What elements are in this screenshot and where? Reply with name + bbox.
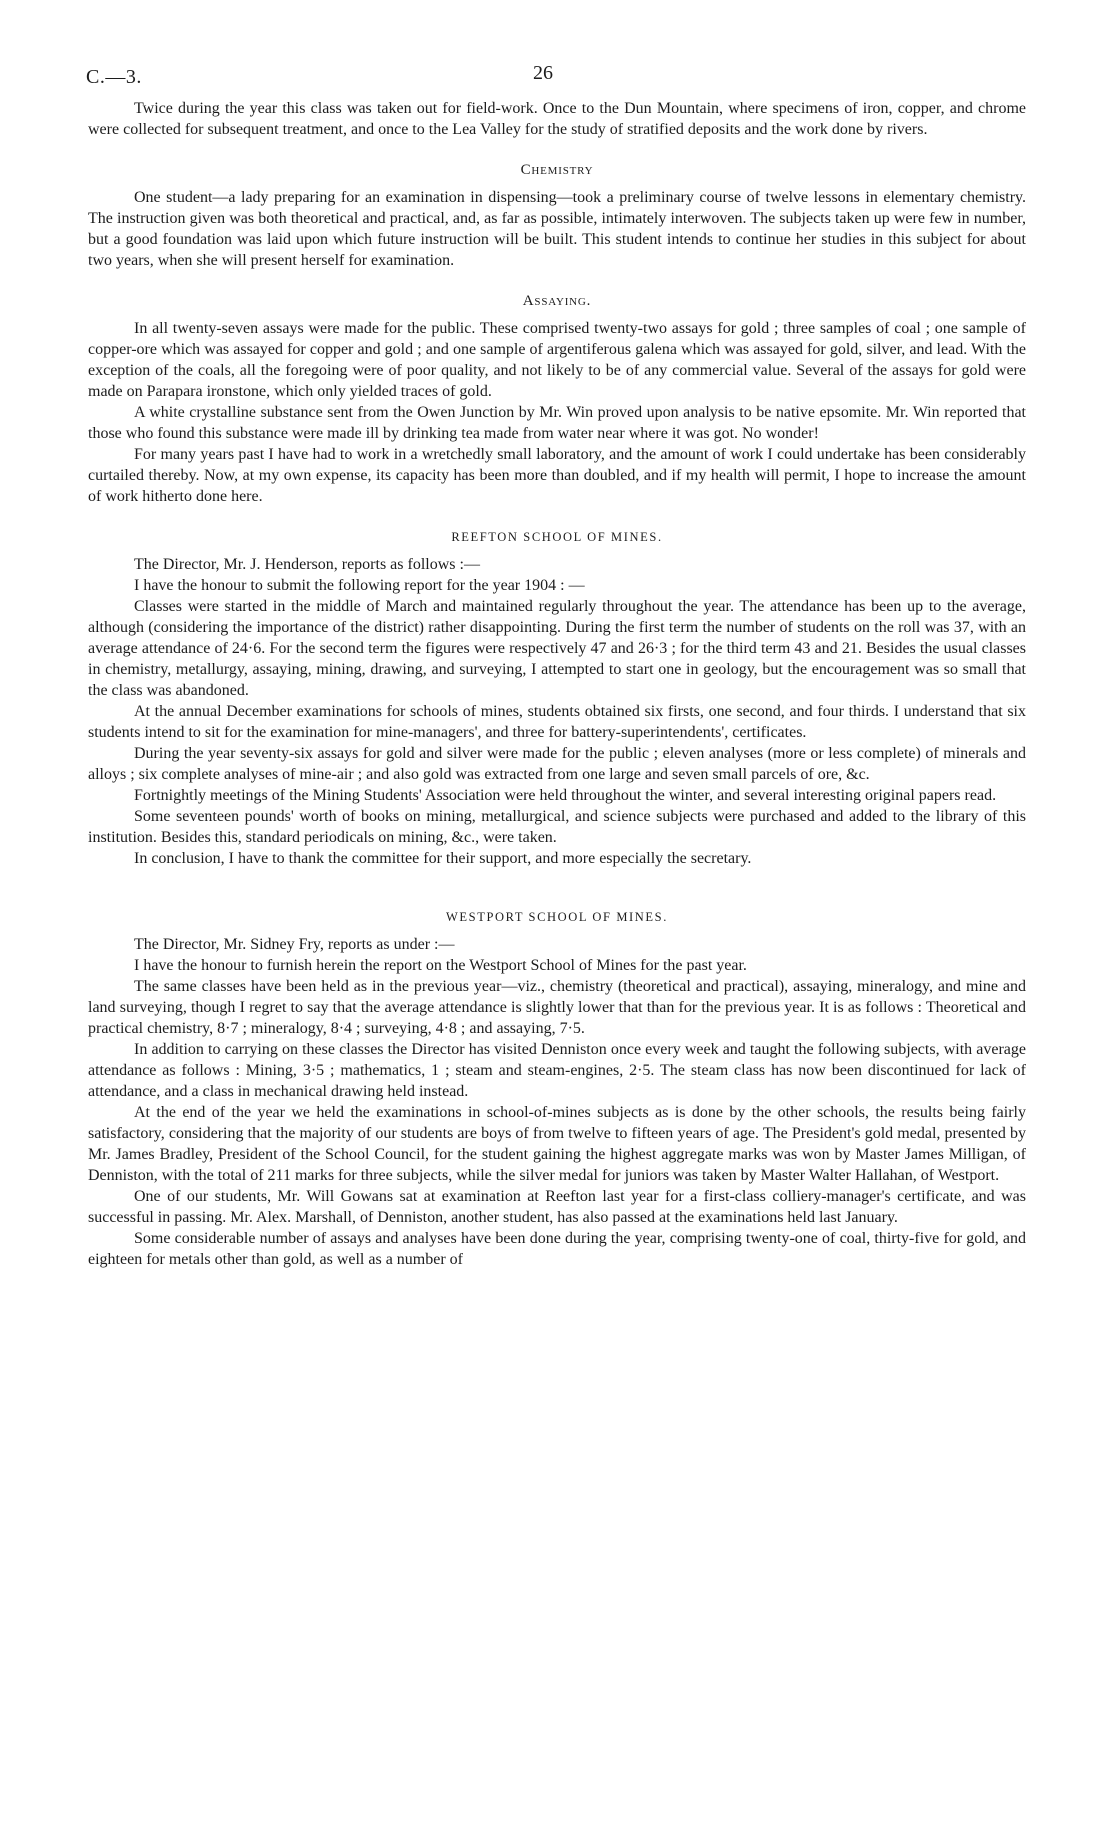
- page-number: 26: [533, 62, 553, 84]
- paragraph: The Director, Mr. J. Henderson, reports as follows :—: [134, 556, 480, 573]
- paragraph: The Director, Mr. Sidney Fry, reports as under :—: [134, 936, 455, 953]
- paragraph: During the year seventy-six assays for gold and silver were made for the public ; eleven analyses (more or less complete) of minerals and alloys ; six complete analyses of mine-air ; and also gold was extracted from one large and seven small parcels of ore, &c.: [88, 745, 1026, 783]
- paragraph: I have the honour to submit the following report for the year 1904 : —: [134, 577, 585, 594]
- paragraph: I have the honour to furnish herein the report on the Westport School of Mines for the past year.: [134, 957, 747, 974]
- paragraph: Some considerable number of assays and analyses have been done during the year, comprising twenty-one of coal, thirty-five for gold, and eighteen for metals other than gold, as well as a number of: [88, 1230, 1026, 1268]
- paragraph: Fortnightly meetings of the Mining Students' Association were held throughout the winter, and several interesting original papers read.: [134, 787, 997, 804]
- paragraph: A white crystalline substance sent from the Owen Junction by Mr. Win proved upon analysis to be native epsomite. Mr. Win reported that those who found this substance were made ill by drinking tea made from water near where it was got. No wonder!: [88, 404, 1026, 442]
- paragraph: Classes were started in the middle of March and maintained regularly throughout the year. The attendance has been up to the average, although (considering the importance of the district) rather disappointing. During the first term the number of students on the roll was 37, with an average attendance of 24·6. For the second term the figures were respectively 47 and 26·3 ; for the third term 43 and 21. Besides the usual classes in chemistry, metallurgy, assaying, mining, drawing, and surveying, I attempted to start one in geology, but the encouragement was so small that the class was abandoned.: [88, 598, 1026, 699]
- section-heading-westport: WESTPORT SCHOOL OF MINES.: [446, 910, 668, 924]
- paragraph: In conclusion, I have to thank the committee for their support, and more especially the secretary.: [134, 850, 752, 867]
- paragraph: Twice during the year this class was taken out for field-work. Once to the Dun Mountain, where specimens of iron, copper, and chrome were collected for subsequent treatment, and once to the Lea Valley for the study of stratified deposits and the work done by rivers.: [88, 100, 1026, 138]
- paragraph: For many years past I have had to work in a wretchedly small laboratory, and the amount of work I could undertake has been considerably curtailed thereby. Now, at my own expense, its capacity has been more than doubled, and if my health will permit, I hope to increase the amount of work hitherto done here.: [88, 446, 1026, 505]
- document-page: [88, 52, 1026, 1270]
- paragraph: The same classes have been held as in the previous year—viz., chemistry (theoretical and practical), assaying, mineralogy, and mine and land surveying, though I regret to say that the average attendance is slightly lower that than for the previous year. It is as follows : Theoretical and practical chemistry, 8·7 ; mineralogy, 8·4 ; surveying, 4·8 ; and assaying, 7·5.: [88, 978, 1026, 1037]
- paragraph: One of our students, Mr. Will Gowans sat at examination at Reefton last year for a first-class colliery-manager's certificate, and was successful in passing. Mr. Alex. Marshall, of Denniston, another student, has also passed at the examinations held last January.: [88, 1188, 1026, 1226]
- paragraph: In all twenty-seven assays were made for the public. These comprised twenty-two assays for gold ; three samples of coal ; one sample of copper-ore which was assayed for copper and gold ; and one sample of argentiferous galena which was assayed for gold, silver, and lead. With the exception of the coals, all the foregoing were of poor quality, and not likely to be of any commercial value. Several of the assays for gold were made on Parapara ironstone, which only yielded traces of gold.: [88, 320, 1026, 400]
- section-heading-chemistry: Chemistry: [520, 162, 594, 178]
- paragraph: At the annual December examinations for schools of mines, students obtained six firsts, one second, and four thirds. I understand that six students intend to sit for the examination for mine-managers', and three for battery-superintendents', certificates.: [88, 703, 1026, 741]
- paragraph: At the end of the year we held the examinations in school-of-mines subjects as is done by the other schools, the results being fairly satisfactory, considering that the majority of our students are boys of from twelve to fifteen years of age. The President's gold medal, presented by Mr. James Bradley, President of the School Council, for the student gaining the highest aggregate marks was won by Master James Milligan, of Denniston, with the total of 211 marks for three subjects, while the silver medal for juniors was taken by Master Walter Hallahan, of Westport.: [88, 1104, 1026, 1184]
- paragraph: One student—a lady preparing for an examination in dispensing—took a preliminary course of twelve lessons in elementary chemistry. The instruction given was both theoretical and practical, and, as far as possible, intimately interwoven. The subjects taken up were few in number, but a good foundation was laid upon which future instruction will be built. This student intends to continue her studies in this subject for about two years, when she will present herself for examination.: [88, 189, 1026, 269]
- document-reference: C.—3.: [86, 66, 142, 88]
- paragraph: In addition to carrying on these classes the Director has visited Denniston once every week and taught the following subjects, with average attendance as follows : Mining, 3·5 ; mathematics, 1 ; steam and steam-engines, 2·5. The steam class has now been discontinued for lack of attendance, and a class in mechanical drawing held instead.: [88, 1041, 1026, 1100]
- section-heading-reefton: REEFTON SCHOOL OF MINES.: [451, 530, 663, 544]
- paragraph: Some seventeen pounds' worth of books on mining, metallurgical, and science subjects were purchased and added to the library of this institution. Besides this, standard periodicals on mining, &c., were taken.: [88, 808, 1026, 846]
- page-header: [88, 52, 1026, 98]
- section-heading-assaying: Assaying.: [522, 293, 592, 309]
